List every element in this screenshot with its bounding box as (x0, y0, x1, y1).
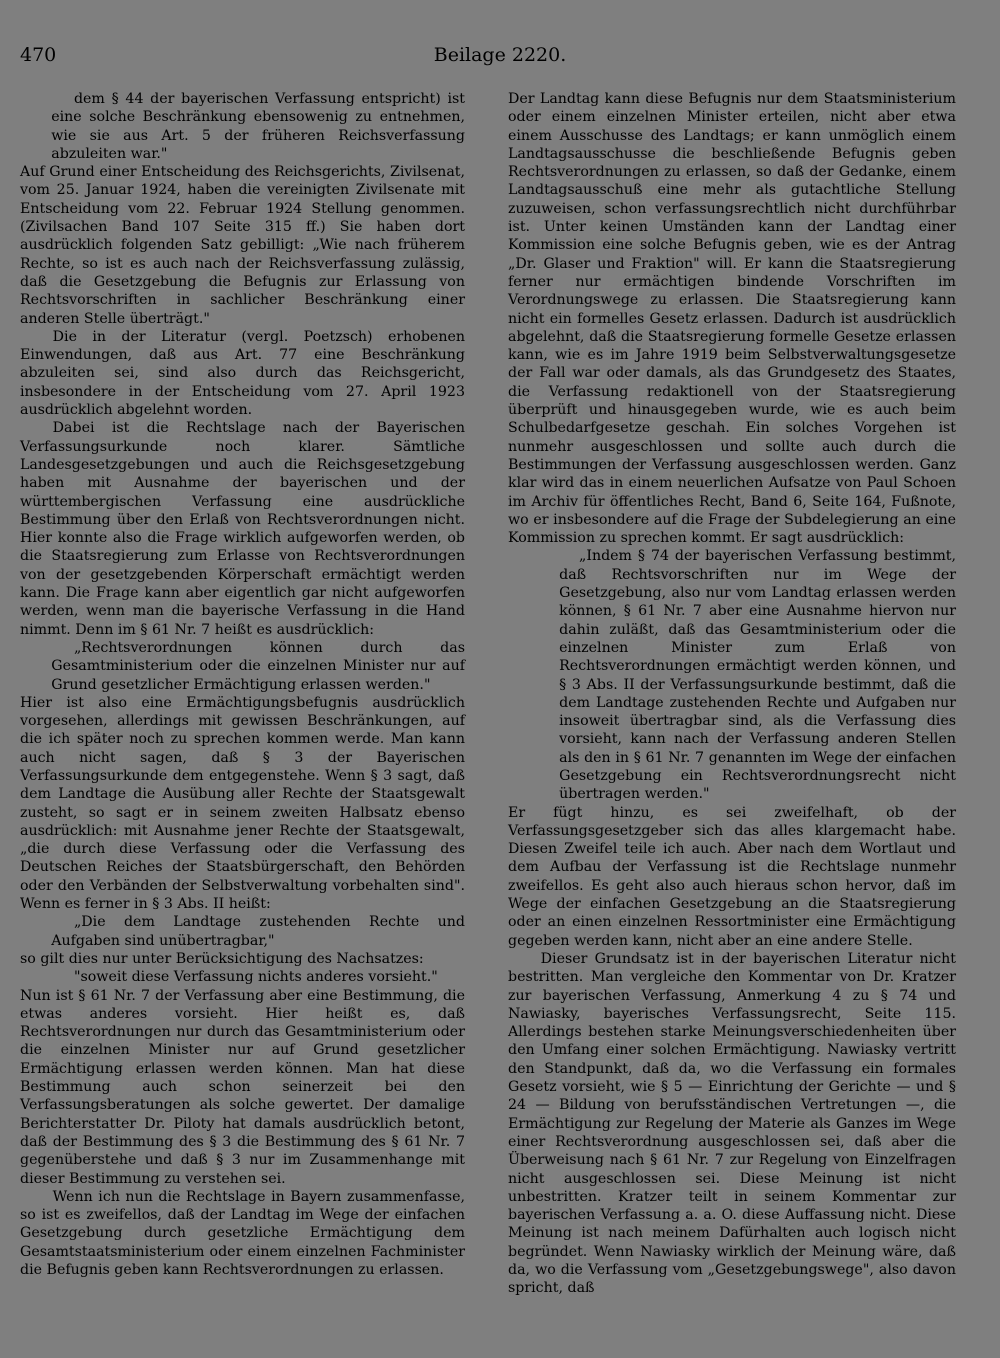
quote-paragraph: "soweit diese Verfassung nichts anderes vorsieht." (73, 969, 438, 986)
left-text-column (20, 90, 465, 1279)
body-paragraph: Hier ist also eine Ermächtigungsbefugnis ausdrücklich vorgesehen, allerdings mit gewissen Beschränkungen, auf die ich später noch zu sprechen kommen werde. Man kann auch nicht sagen, daß § 3 der Bayerischen Verfassungsurkunde dem entgegenstehe. Wenn § 3 sagt, daß dem Landtage die Ausübung aller Rechte der Staatsgewalt zusteht, so sagt er in seinem zweiten Halbsatz ebenso ausdrücklich: mit Ausnahme jener Rechte der Staatsgewalt, „die durch diese Verfassung oder die Verfassung des Deutschen Reiches der Staatsbürgerschaft, den Behörden oder den Verbänden der Selbstverwaltung vorbehalten sind". Wenn es ferner in § 3 Abs. II heißt: (20, 694, 465, 913)
page-header-title: Beilage 2220. (433, 44, 567, 66)
page-number: 470 (20, 44, 57, 66)
body-paragraph: Er fügt hinzu, es sei zweifelhaft, ob der Verfassungsgesetzgeber sich das alles klargemacht habe. Diesen Zweifel teile ich auch. Aber nach dem Wortlaut und dem Aufbau der Verfassung ist die Rechtslage nunmehr zweifellos. Es geht also auch hieraus schon hervor, daß im Wege der einfachen Gesetzgebung an die Staatsregierung oder an einen einzelnen Ressortminister eine Ermächtigung gegeben werden kann, nicht aber an eine andere Stelle. (508, 804, 956, 949)
quote-paragraph: „Die dem Landtage zustehenden Rechte und Aufgaben sind unübertragbar," (51, 914, 465, 949)
quote-paragraph: „Indem § 74 der bayerischen Verfassung bestimmt, daß Rechtsvorschriften nur im Wege der Gesetzgebung, also nur vom Landtag erlassen werden können, § 61 Nr. 7 aber eine Ausnahme hiervon nur dahin zuläßt, daß das Gesamtministerium oder die einzelnen Minister zum Erlaß von Rechtsverordnungen ermächtigt werden können, und § 3 Abs. II der Verfassungsurkunde bestimmt, daß die dem Landtage zustehenden Rechte und Aufgaben nur insoweit übertragbar sind, als die Verfassung dies vorsieht, kann nach der Verfassung anderen Stellen als den in § 61 Nr. 7 genannten im Wege der einfachen Gesetzgebung ein Rechtsverordnungsrecht nicht übertragen werden." (559, 548, 956, 803)
body-paragraph: so gilt dies nur unter Berücksichtigung des Nachsatzes: (20, 950, 424, 967)
body-paragraph: Dabei ist die Rechtslage nach der Bayerischen Verfassungsurkunde noch klarer. Sämtliche Landesgesetzgebungen und auch die Reichsgesetzgebung haben mit Ausnahme der bayerischen und der württembergischen Verfassung eine ausdrückliche Bestimmung über den Erlaß von Rechtsverordnungen nicht. Hier konnte also die Frage wirklich aufgeworfen werden, ob die Staatsregierung zum Erlasse von Rechtsverordnungen von der gesetzgebenden Körperschaft ermächtigt werden kann. Die Frage kann aber eigentlich gar nicht aufgeworfen werden, wenn man die bayerische Verfassung in die Hand nimmt. Denn im § 61 Nr. 7 heißt es ausdrücklich: (20, 420, 465, 638)
body-paragraph: Auf Grund einer Entscheidung des Reichsgerichts, Zivilsenat, vom 25. Januar 1924, haben die vereinigten Zivilsenate mit Entscheidung vom 22. Februar 1924 Stellung genommen. (Zivilsachen Band 107 Seite 315 ff.) Sie haben dort ausdrücklich folgenden Satz gebilligt: „Wie nach früherem Rechte, so ist es auch nach der Reichsverfassung zulässig, daß die Gesetzgebung die Befugnis zur Erlassung von Rechtsvorschriften in sachlicher Beschränkung einer anderen Stelle überträgt." (20, 164, 465, 327)
quote-paragraph: „Rechtsverordnungen können durch das Gesamtministerium oder die einzelnen Minister nur auf Grund gesetzlicher Ermächtigung erlassen werden." (51, 639, 465, 693)
body-paragraph: Nun ist § 61 Nr. 7 der Verfassung aber eine Bestimmung, die etwas anderes vorsieht. Hier heißt es, daß Rechtsverordnungen nur durch das Gesamtministerium oder die einzelnen Minister nur auf Grund gesetzlicher Ermächtigung erlassen werden können. Man hat diese Bestimmung auch schon seinerzeit bei den Verfassungsberatungen als solche gewertet. Der damalige Berichterstatter Dr. Piloty hat damals ausdrücklich betont, daß der Bestimmung des § 3 die Bestimmung des § 61 Nr. 7 gegenüberstehe und daß § 3 nur im Zusammenhange mit dieser Bestimmung zu verstehen sei. (20, 987, 465, 1187)
body-paragraph: Der Landtag kann diese Befugnis nur dem Staatsministerium oder einem einzelnen Minister erteilen, nicht aber etwa einem Ausschusse des Landtags; er kann unmöglich einem Landtagsausschusse die beschließende Befugnis geben Rechtsverordnungen zu erlassen, so daß der Gedanke, einem Landtagsausschuß eine mehr als gutachtliche Stellung zuzuweisen, schon verfassungsrechtlich nicht durchführbar ist. Unter keinen Umständen kann der Landtag einer Kommission eine solche Befugnis geben, wie es der Antrag „Dr. Glaser und Fraktion" will. Er kann die Staatsregierung ferner nur ermächtigen bindende Vorschriften im Verordnungswege zu erlassen. Die Staatsregierung kann nicht ein formelles Gesetz erlassen. Dadurch ist ausdrücklich abgelehnt, daß die Staatsregierung formelle Gesetze erlassen kann, wie es im Jahre 1919 beim Selbstverwaltungsgesetze der Fall war oder damals, als das Grundgesetz des Staates, die Verfassung redaktionell von der Staatsregierung überprüft und hinausgegeben wurde, wie es auch beim Schulbedarfgesetze geschah. Ein solches Vorgehen ist nunmehr ausgeschlossen und sollte auch durch die Bestimmungen der Verfassung ausgeschlossen werden. Ganz klar wird das in einem neuerlichen Aufsatze von Paul Schoen im Archiv für öffentliches Recht, Band 6, Seite 164, Fußnote, wo er insbesondere auf die Frage der Subdelegierung an eine Kommission zu sprechen kommt. Er sagt ausdrücklich: (508, 91, 956, 547)
quote-paragraph: dem § 44 der bayerischen Verfassung entspricht) ist eine solche Beschränkung ebensowenig zu entnehmen, wie sie aus Art. 5 der früheren Reichsverfassung abzuleiten war." (51, 91, 465, 162)
body-paragraph: Die in der Literatur (vergl. Poetzsch) erhobenen Einwendungen, daß aus Art. 77 eine Beschränkung abzuleiten sei, sind also durch das Reichsgericht, insbesondere in der Entscheidung vom 27. April 1923 ausdrücklich abgelehnt worden. (20, 328, 465, 419)
right-text-column (508, 90, 956, 1298)
body-paragraph: Wenn ich nun die Rechtslage in Bayern zusammenfasse, so ist es zweifellos, daß der Landtag im Wege der einfachen Gesetzgebung durch gesetzliche Ermächtigung dem Gesamtstaatsministerium oder einem einzelnen Fachminister die Befugnis geben kann Rechtsverordnungen zu erlassen. (20, 1188, 465, 1278)
body-paragraph: Dieser Grundsatz ist in der bayerischen Literatur nicht bestritten. Man vergleiche den Kommentar von Dr. Kratzer zur bayerischen Verfassung, Anmerkung 4 zu § 74 und Nawiasky, bayerisches Verfassungsrecht, Seite 115. Allerdings bestehen starke Meinungsverschiedenheiten über den Umfang einer solchen Ermächtigung. Nawiasky vertritt den Standpunkt, daß da, wo die Verfassung ein formales Gesetz vorsieht, wie § 5 — Einrichtung der Gerichte — und § 24 — Bildung von berufsständischen Vertretungen —, die Ermächtigung zur Regelung der Materie als Ganzes im Wege einer Rechtsverordnung ausgeschlossen sei, daß aber die Überweisung nach § 61 Nr. 7 zur Regelung von Einzelfragen nicht ausgeschlossen sei. Diese Meinung ist nicht unbestritten. Kratzer teilt in seinem Kommentar zur bayerischen Verfassung a. a. O. diese Auffassung nicht. Diese Meinung ist nach meinem Dafürhalten auch logisch nicht begründet. Wenn Nawiasky wirklich der Meinung wäre, daß da, wo die Verfassung vom „Gesetzgebungswege", also davon spricht, daß (508, 950, 956, 1297)
